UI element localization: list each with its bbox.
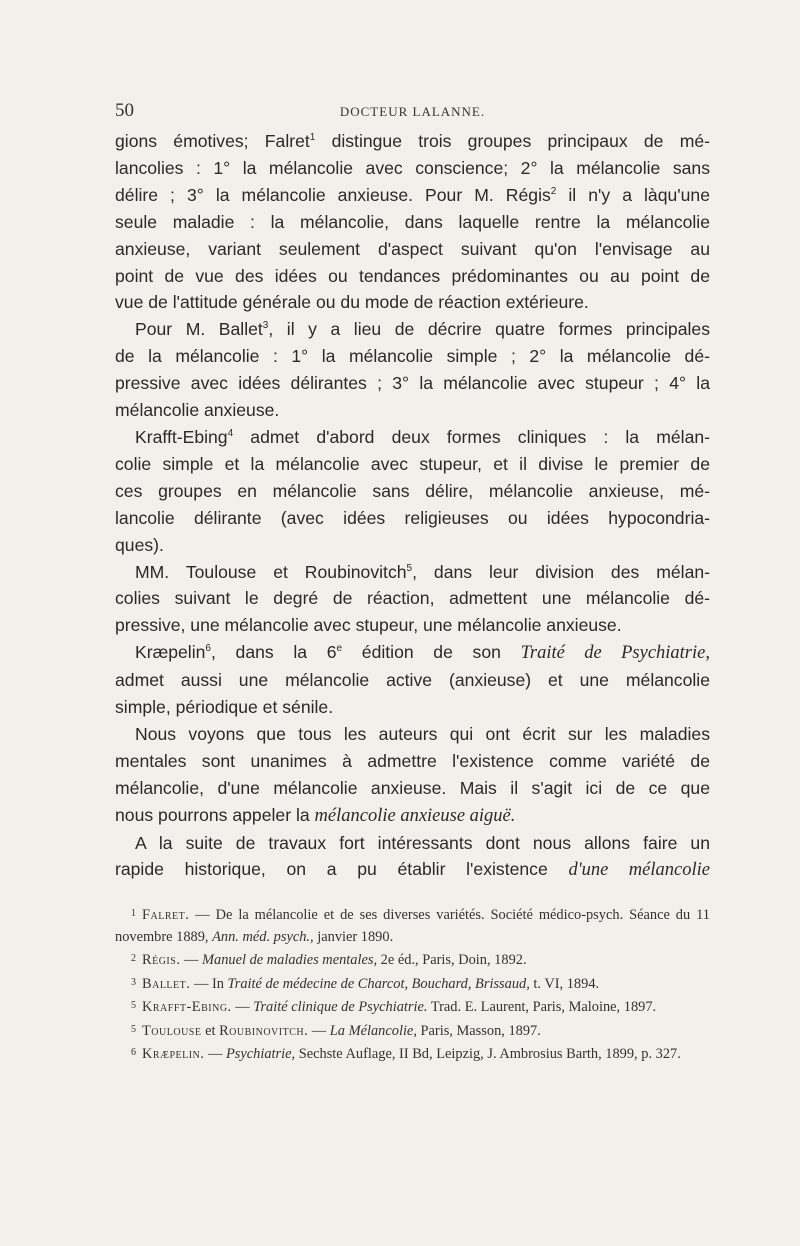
paragraph-4: MM. Toulouse et Roubinovitch$^5$, dans leur division des mélan- colies suivant le degré de réaction, admettent une mélancolie dé- pressive, une mélancolie avec stupeur, une mélancolie anxieuse. [115, 561, 711, 636]
footnote-5: $^5$ Toulouse et Roubinovitch. — La Mélancolie, Paris, Masson, 1897. [131, 1022, 541, 1039]
page-header [115, 100, 710, 124]
paragraph-5: Kræpelin$^6$, dans la 6e édition de son Traité de Psychiatrie, admet aussi une mélancolie active (anxieuse) et une mélancolie simple, périodique et sénile. [115, 642, 710, 718]
paragraph-6: Nous voyons que tous les auteurs qui ont écrit sur les maladies mentales sont unanimes à admettre l'existence comme variété de mélancolie, d'une mélancolie anxieuse. Mais il s'agit ici de ce que nous pourrons appeler la mélancolie anxieuse aiguë. [115, 723, 710, 826]
footnote-4: $^5$ Krafft-Ebing. — Traité clinique de Psychiatrie. Trad. E. Laurent, Paris, Maloine, 1897. [131, 999, 657, 1015]
body-text [115, 128, 710, 884]
footnote-3: $^3$ Ballet. — In Traité de médecine de Charcot, Bouchard, Brissaud, t. VI, 1894. [131, 975, 600, 992]
paragraph-7: A la suite de travaux fort intéressants dont nous allons faire un rapide historique, on a pu établir l'existence d'une mélancolie [115, 832, 710, 881]
footnotes [115, 903, 710, 1066]
footnote-2: $^2$ Régis. — Manuel de maladies mentales, 2e éd., Paris, Doin, 1892. [131, 952, 527, 968]
page-number: 50 [115, 100, 134, 121]
paragraph-1: gions émotives; Falret$^1$ distingue trois groupes principaux de mé- lancolies : 1° la mélancolie avec conscience; 2° la mélancolie sans délire ; 3° la mélancolie anxieuse. Pour M. Régis$^2$ il n'y a làqu'une seule maladie : la mélancolie, dans laquelle rentre la mélancolie anxieuse, variant seulement d'aspect suivant qu'on l'envisage au point de vue des idées ou tendances prédominantes ou au point de vue de l'attitude générale ou du mode de réaction extérieure. [115, 131, 710, 313]
footnote-1: $^1$ Falret. — De la mélancolie et de ses diverses variétés. Société médico-psych. Séance du 11 novembre 1889, Ann. méd. psych., janvier 1890. [115, 907, 710, 945]
paragraph-3: Krafft-Ebing$^4$ admet d'abord deux formes cliniques : la mélan- colie simple et la mélancolie avec stupeur, et il divise le premier de ces groupes en mélancolie sans délire, mélancolie anxieuse, mé- lancolie délirante (avec idées religieuses ou idées hypocondria- ques). [115, 426, 710, 555]
running-head: DOCTEUR LALANNE. [339, 104, 486, 119]
paragraph-2: Pour M. Ballet$^3$, il y a lieu de décrire quatre formes principales de la mélancolie : 1° la mélancolie simple ; 2° la mélancolie dé- pressive avec idées délirantes ; 3° la mélancolie avec stupeur ; 4° la mélancolie anxieuse. [115, 319, 710, 421]
footnote-6: $^6$ Kræpelin. — Psychiatrie, Sechste Auflage, II Bd, Leipzig, J. Ambrosius Barth, 1899, p. 327. [131, 1046, 681, 1062]
